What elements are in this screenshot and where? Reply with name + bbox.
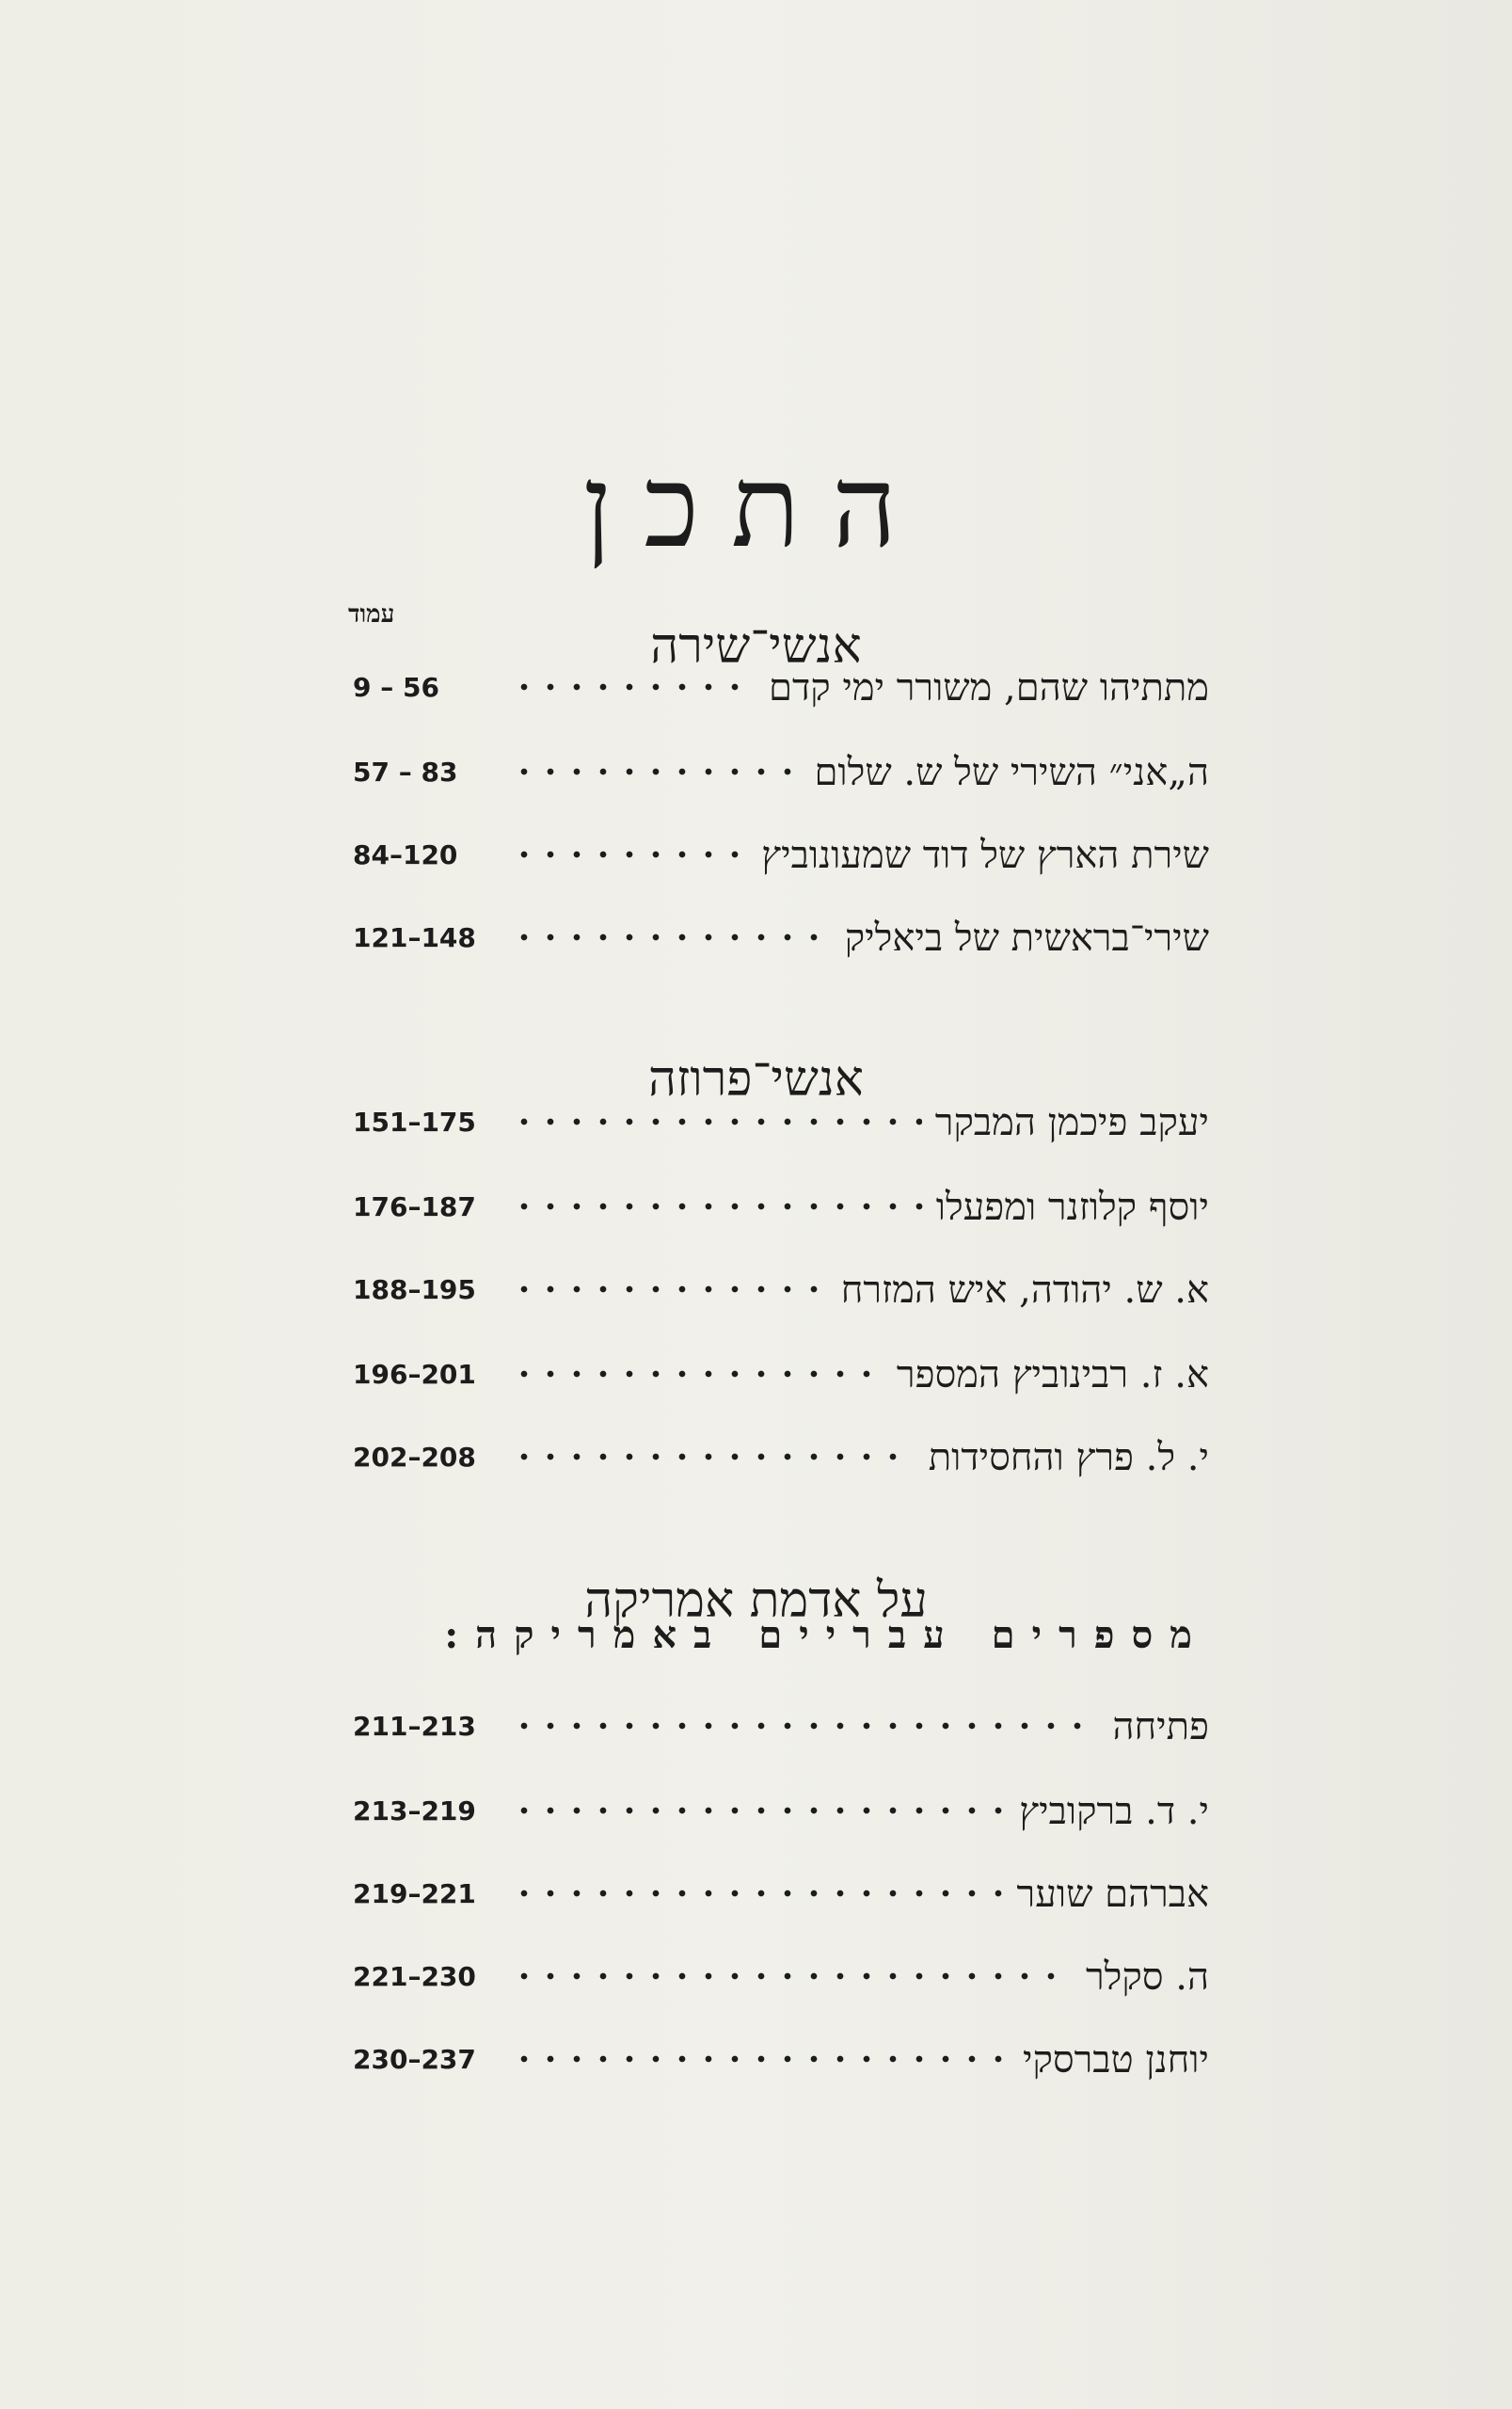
dot-leader <box>511 928 832 947</box>
toc-entry-pages: 230–237 <box>353 2043 476 2075</box>
dot-leader <box>511 1112 922 1131</box>
toc-entry-pages: 196–201 <box>353 1358 476 1390</box>
toc-entry-pages: 219–221 <box>353 1877 476 1909</box>
section-heading: על אדמת אמריקה <box>584 1572 928 1630</box>
toc-entry <box>353 743 1209 800</box>
toc-entry-title: שירת הארץ של דוד שמעונוביץ <box>761 833 1209 877</box>
toc-entry-pages: 211–213 <box>353 1710 476 1742</box>
toc-entry-title: ה„אני״ השירי של ש. שלום <box>814 750 1209 794</box>
dot-leader <box>511 762 801 781</box>
toc-entry <box>353 1698 1209 1754</box>
toc-entry-title: א. ז. רבינוביץ המספר <box>896 1352 1209 1396</box>
dot-leader <box>511 678 756 696</box>
toc-entry <box>353 1865 1209 1922</box>
dot-leader <box>511 845 748 864</box>
page-title: התכן <box>582 442 930 574</box>
toc-entry-title: א. ש. יהודה, איש המזרח <box>840 1268 1209 1312</box>
toc-entry <box>353 1178 1209 1235</box>
dot-leader <box>511 1884 1004 1903</box>
toc-entry-pages: 121–148 <box>353 921 476 953</box>
toc-entry-pages: 57 – 83 <box>353 756 458 788</box>
toc-entry-title: יעקב פיכמן המבקר <box>934 1100 1209 1144</box>
toc-entry-pages: 221–230 <box>353 1960 476 1992</box>
toc-entry <box>353 1782 1209 1839</box>
section-subheading: מספרים עבריים באמריקה: <box>444 1613 1209 1657</box>
toc-entry-pages: 151–175 <box>353 1106 476 1138</box>
toc-entry-title: י. ד. ברקוביץ <box>1019 1789 1209 1833</box>
toc-entry <box>353 1948 1209 2004</box>
toc-entry-title: מתתיהו שהם, משורר ימי קדם <box>769 665 1209 710</box>
dot-leader <box>511 1967 1073 1986</box>
toc-entry <box>353 1428 1209 1485</box>
dot-leader <box>511 1447 915 1466</box>
dot-leader <box>511 2050 1010 2068</box>
toc-entry <box>353 2031 1209 2087</box>
toc-entry <box>353 659 1209 715</box>
dot-leader <box>511 1716 1099 1735</box>
toc-entry-pages: 188–195 <box>353 1273 476 1305</box>
dot-leader <box>511 1801 1006 1820</box>
toc-entry-title: י. ל. פרץ והחסידות <box>928 1435 1209 1479</box>
dot-leader <box>511 1197 923 1216</box>
dot-leader <box>511 1364 883 1383</box>
toc-entry-pages: 176–187 <box>353 1190 476 1222</box>
toc-entry-title: יוסף קלוזנר ומפעלו <box>935 1185 1209 1229</box>
toc-entry <box>353 826 1209 883</box>
toc-entry-title: יוחנן טברסקי <box>1022 2037 1209 2082</box>
toc-entry <box>353 1261 1209 1317</box>
toc-entry-title: ה. סקלר <box>1086 1954 1209 1999</box>
toc-entry <box>353 1346 1209 1402</box>
toc-entry <box>353 1093 1209 1150</box>
toc-entry-title: שירי־בראשית של ביאליק <box>844 916 1209 960</box>
toc-entry-title: אברהם שוער <box>1016 1872 1209 1916</box>
page-column-label: עמוד <box>348 600 395 629</box>
toc-entry-pages: 202–208 <box>353 1441 476 1473</box>
section-heading: אנשי־פרוזה <box>648 1051 864 1109</box>
toc-entry <box>353 909 1209 965</box>
section-heading: אנשי־שירה <box>650 618 862 676</box>
toc-entry-pages: 213–219 <box>353 1795 476 1827</box>
toc-entry-pages: 9 – 56 <box>353 671 439 703</box>
toc-entry-title: פתיחה <box>1112 1704 1209 1748</box>
dot-leader <box>511 1280 828 1299</box>
toc-entry-pages: 84–120 <box>353 838 458 870</box>
